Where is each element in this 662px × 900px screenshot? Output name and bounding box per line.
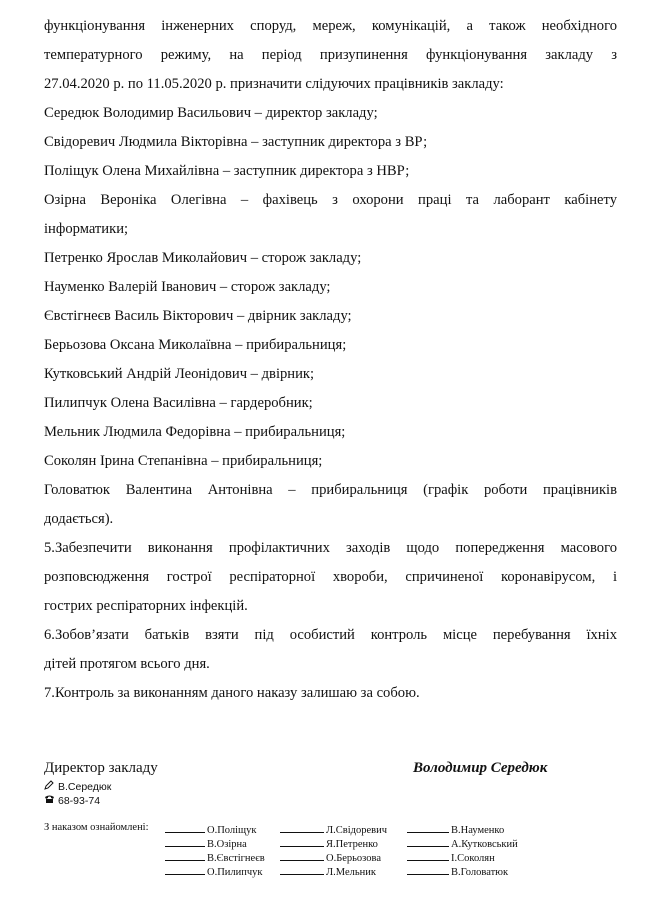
ack-name: О.Пилипчук bbox=[207, 867, 263, 878]
staff-line: Петренко Ярослав Миколайович – сторож закладу; bbox=[44, 250, 362, 266]
ack-name: О.Поліщук bbox=[207, 825, 257, 836]
item-7-line: 7.Контроль за виконанням даного наказу залишаю за собою. bbox=[44, 685, 420, 701]
staff-line: інформатики; bbox=[44, 221, 129, 237]
staff-line: Озірна Вероніка Олегівна – фахівець з охорони праці та лаборант кабінету bbox=[44, 192, 617, 208]
staff-line: Євстігнеєв Василь Вікторович – двірник закладу; bbox=[44, 308, 352, 324]
ack-name: В.Озірна bbox=[207, 839, 247, 850]
staff-line: Соколян Ірина Степанівна – прибиральниця; bbox=[44, 453, 323, 469]
staff-line: Свідоревич Людмила Вікторівна – заступник директора з ВР; bbox=[44, 134, 428, 150]
executor-name-row bbox=[44, 780, 111, 794]
staff-line: Пилипчук Олена Василівна – гардеробник; bbox=[44, 395, 313, 411]
ack-name: А.Кутковський bbox=[451, 839, 518, 850]
phone-icon bbox=[44, 794, 58, 808]
staff-line: Берьозова Оксана Миколаївна – прибиральниця; bbox=[44, 337, 347, 353]
pen-icon bbox=[44, 780, 58, 794]
ack-entry bbox=[407, 864, 508, 880]
staff-line: Науменко Валерій Іванович – сторож закладу; bbox=[44, 279, 331, 295]
ack-name: В.Головатюк bbox=[451, 867, 509, 878]
staff-line: Мельник Людмила Федорівна – прибиральниця; bbox=[44, 424, 346, 440]
order-body bbox=[44, 12, 617, 708]
staff-line: Головатюк Валентина Антонівна – прибиральниця (графік роботи працівників bbox=[44, 482, 617, 498]
ack-name: В.Науменко bbox=[451, 825, 505, 836]
ack-name: І.Соколян bbox=[451, 853, 495, 864]
executor-name: В.Середюк bbox=[58, 781, 112, 793]
signature-name: Володимир Середюк bbox=[413, 760, 548, 776]
ack-name: В.Євстігнеєв bbox=[207, 853, 265, 864]
executor-phone: 68-93-74 bbox=[58, 795, 101, 807]
ack-entry bbox=[165, 864, 263, 880]
item-5-line: 5.Забезпечити виконання профілактичних заходів щодо попередження масового bbox=[44, 540, 617, 556]
item-6-line: 6.Зобов’язати батьків взяти під особистий контроль місце перебування їхніх bbox=[44, 627, 617, 643]
ack-name: Я.Петренко bbox=[326, 839, 378, 850]
signature-title: Директор закладу bbox=[44, 760, 158, 776]
ack-name: Л.Мельник bbox=[326, 867, 376, 878]
intro-line: температурного режиму, на період призупинення функціонування закладу з bbox=[44, 47, 617, 63]
staff-line: Кутковський Андрій Леонідович – двірник; bbox=[44, 366, 315, 382]
staff-line: Середюк Володимир Васильович – директор закладу; bbox=[44, 105, 378, 121]
intro-line: функціонування інженерних споруд, мереж, комунікацій, а також необхідного bbox=[44, 18, 617, 34]
executor-block bbox=[44, 780, 111, 808]
acknowledgement-label: З наказом ознайомлені: bbox=[44, 822, 149, 833]
staff-line: додається). bbox=[44, 511, 114, 527]
item-5-line: розповсюдження гострої респіраторної хвороби, спричиненої коронавірусом, і bbox=[44, 569, 617, 585]
ack-name: О.Берьозова bbox=[326, 853, 382, 864]
item-6-line: дітей протягом всього дня. bbox=[44, 656, 210, 672]
intro-line: 27.04.2020 р. по 11.05.2020 р. призначити слідуючих працівників закладу: bbox=[44, 76, 504, 92]
item-5-line: гострих респіраторних інфекцій. bbox=[44, 598, 248, 614]
executor-phone-row bbox=[44, 794, 111, 808]
ack-entry bbox=[280, 864, 376, 880]
ack-name: Л.Свідоревич bbox=[326, 825, 387, 836]
staff-line: Поліщук Олена Михайлівна – заступник директора з НВР; bbox=[44, 163, 410, 179]
